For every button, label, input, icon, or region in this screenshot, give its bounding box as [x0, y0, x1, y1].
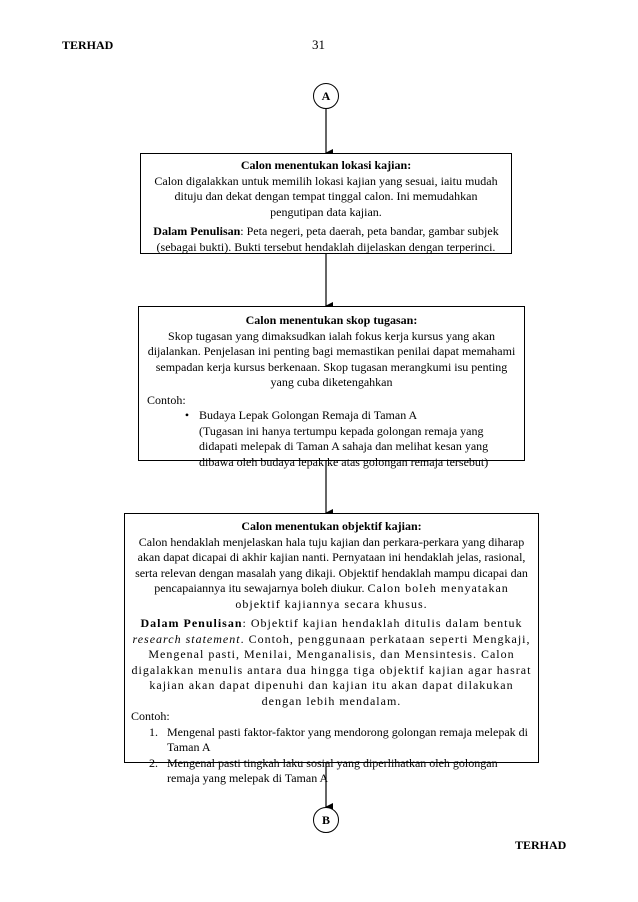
box3-body: [131, 535, 532, 613]
footer-restricted-label: TERHAD: [515, 838, 567, 852]
box3-writing: [131, 616, 532, 709]
box1-body: Calon digalakkan untuk memilih lokasi kajian yang sesuai, iaitu mudah dituju dan dekat dengan tempat tinggal calon. Ini memudahkan pengutipan data kajian.: [154, 173, 498, 219]
box2-bullet-text: Budaya Lepak Golongan Remaja di Taman A: [199, 408, 418, 422]
page-number: 31: [312, 37, 325, 52]
box3-title: Calon menentukan objektif kajian:: [241, 519, 422, 533]
box2-bullet-note: (Tugasan ini hanya tertumpu kepada golongan remaja yang didapati melepak di Taman A sahaja dan melihat kesan yang dibawa oleh budaya lepak ke atas golongan remaja tersebut): [199, 423, 489, 469]
box1-writing: [147, 224, 505, 255]
header-restricted-label: TERHAD: [62, 38, 114, 52]
box2-bullet-item: [147, 408, 516, 470]
box3-writing-b: . Contoh, penggunaan perkataan seperti Mengkaji, Mengenal pasti, Menilai, Menganalisis, dan Mensintesis. Calon digalakkan menulis antara dua hingga tiga objektif kajian agar hasrat kajian akan dapat dipenuhi dan kajian itu akan dapat dilakukan dengan lebih mendalam.: [131, 631, 532, 708]
connector-b: B: [313, 807, 339, 833]
list-item: 2. Mengenal pasti tingkah laku sosial yang diperlihatkan oleh golongan remaja yang melepak di Taman A: [161, 756, 532, 787]
bullet-icon: •: [184, 408, 190, 422]
box3-writing-label: Dalam Penulisan: [140, 616, 243, 630]
box1-writing-label: Dalam Penulisan: [153, 224, 241, 238]
box-skop-tugasan: [138, 306, 525, 469]
box-lokasi-kajian: [140, 153, 512, 254]
box3-body-spaced: Calon boleh menyatakan objektif kajiannya secara khusus.: [235, 581, 509, 611]
box3-writing-a: : Objektif kajian hendaklah ditulis dalam bentuk: [242, 616, 523, 630]
box2-example-label: Contoh:: [147, 392, 186, 407]
box2-title: Calon menentukan skop tugasan:: [245, 313, 418, 327]
box1-title: Calon menentukan lokasi kajian:: [240, 158, 412, 172]
list-item: 1. Mengenal pasti faktor-faktor yang mendorong golongan remaja melepak di Taman A: [161, 725, 532, 756]
box3-objectives-list: [131, 725, 532, 787]
box3-writing-italic: research statement: [132, 631, 241, 646]
connector-a: A: [313, 83, 339, 109]
box2-body: Skop tugasan yang dimaksudkan ialah fokus kerja kursus yang akan dijalankan. Penjelasan ini penting bagi memastikan penilai dapat memahami sempadan kerja kursus berkenaan. Skop tugasan merangkumi isu penting yang cuba diketengahkan: [147, 328, 516, 389]
box1-writing-text: : Peta negeri, peta daerah, peta bandar, gambar subjek (sebagai bukti). Bukti tersebut hendaklah dijelaskan dengan terperinci.: [156, 224, 499, 254]
box-objektif-kajian: [124, 513, 539, 785]
box3-example-label: Contoh:: [131, 709, 170, 723]
box3-body-text: Calon hendaklah menjelaskan hala tuju kajian dan perkara-perkara yang diharap akan dapat dicapai di akhir kajian nanti. Pernyataan ini hendaklah jelas, rasional, serta relevan dengan masalah yang dikaji. Objektif hendaklah mampu dicapai dan pencapaiannya itu sewajarnya boleh diukur.: [135, 534, 528, 595]
